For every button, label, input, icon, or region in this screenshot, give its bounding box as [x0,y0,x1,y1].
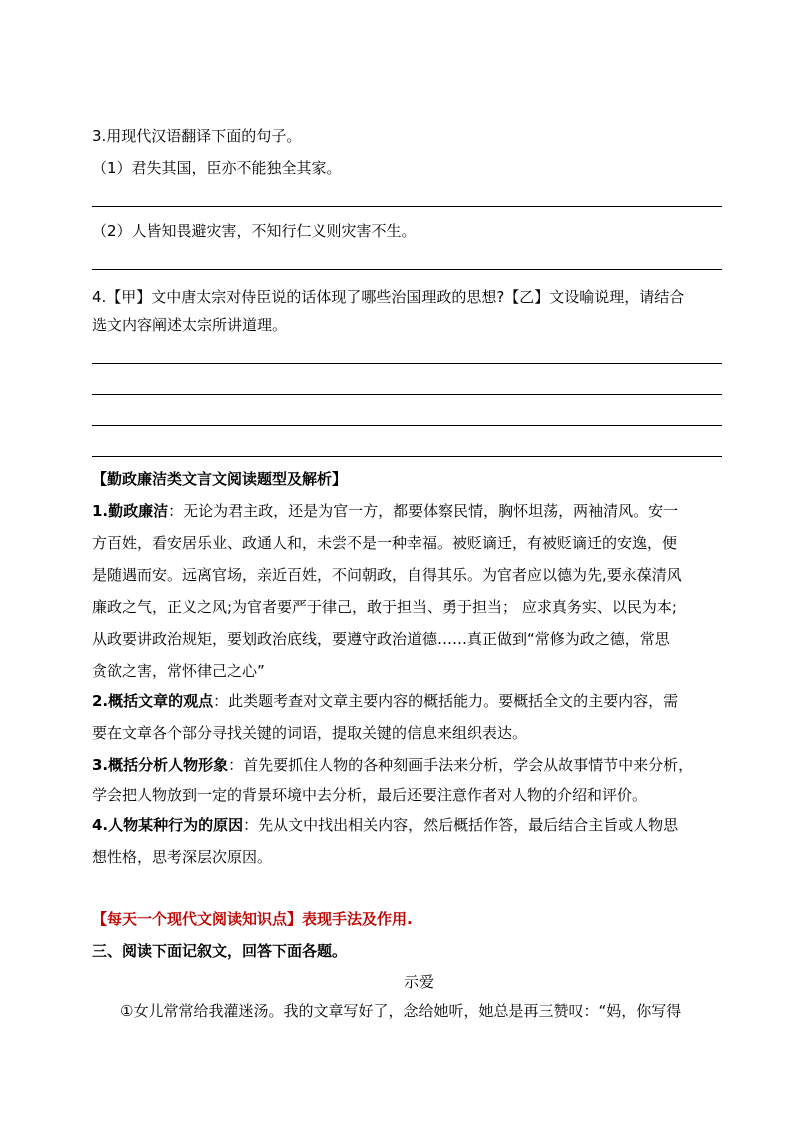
analysis-text-line: 贪欲之害，常怀律己之心” [92,662,265,680]
q3-title: 3.用现代汉语翻译下面的句子。 [92,127,302,145]
point-text: ：首先要抓住人物的各种刻画手法来分析，学会从故事情节中来分析， [228,756,694,774]
answer-line [92,363,722,364]
analysis-point-2 [92,691,678,711]
point-text: ：无论为君主政，还是为官一方，都要体察民情，胸怀坦荡，两袖清风。安一 [168,502,679,520]
analysis-text-line: 从政要讲政治规矩，要划政治底线，要遵守政治道德……真正做到“常修为政之德，常思 [92,630,670,648]
point-label: 2.概括文章的观点 [92,692,214,710]
analysis-text-line: 要在文章各个部分寻找关键的词语，提取关键的信息来组织表达。 [92,724,528,742]
answer-line [92,269,722,270]
analysis-text-line: 想性格，思考深层次原因。 [92,848,273,866]
point-label: 1.勤政廉洁 [92,502,169,520]
analysis-text-line: 是随遇而安。远离官场，亲近百姓，不问朝政，自得其乐。为官者应以德为先,要永葆清风 [92,566,682,584]
article-paragraph-1: ①女儿常常给我灌迷汤。我的文章写好了，念给她听，她总是再三赞叹：“妈，你写得 [120,1002,682,1020]
q3-sentence-1: （1）君失其国，臣亦不能独全其家。 [92,159,342,177]
analysis-text-line: 廉政之气，正义之风;为官者要严于律己，敢于担当、勇于担当； 应求真务实、以民为本; [92,598,677,616]
answer-line [92,206,722,207]
analysis-point-1 [92,501,678,521]
point-label: 4.人物某种行为的原因 [92,816,244,834]
point-text: ：此类题考查对文章主要内容的概括能力。要概括全文的主要内容，需 [213,692,679,710]
answer-line [92,394,722,395]
analysis-text-line: 方百姓，看安居乐业、政通人和，未尝不是一种幸福。被贬谪迁，有被贬谪迁的安逸，便 [92,534,678,552]
daily-knowledge-point: 【每天一个现代文阅读知识点】表现手法及作用. [92,910,413,928]
point-text: ：先从文中找出相关内容，然后概括作答，最后结合主旨或人物思 [243,816,679,834]
q4-line-1: 4.【甲】文中唐太宗对侍臣说的话体现了哪些治国理政的思想?【乙】文设喻说理，请结合 [92,288,685,306]
analysis-heading: 【勤政廉洁类文言文阅读题型及解析】 [92,470,348,488]
q4-line-2: 选文内容阐述太宗所讲道理。 [92,316,288,334]
analysis-point-4 [92,815,678,835]
answer-line [92,425,722,426]
point-label: 3.概括分析人物形象 [92,756,229,774]
answer-line [92,456,722,457]
section-heading: 三、阅读下面记叙文，回答下面各题。 [92,942,348,960]
analysis-point-3 [92,755,693,775]
article-title: 示爱 [404,973,435,991]
analysis-text-line: 学会把人物放到一定的背景环境中去分析，最后还要注意作者对人物的介绍和评价。 [92,786,648,804]
q3-sentence-2: （2）人皆知畏避灾害，不知行仁义则灾害不生。 [92,222,417,240]
